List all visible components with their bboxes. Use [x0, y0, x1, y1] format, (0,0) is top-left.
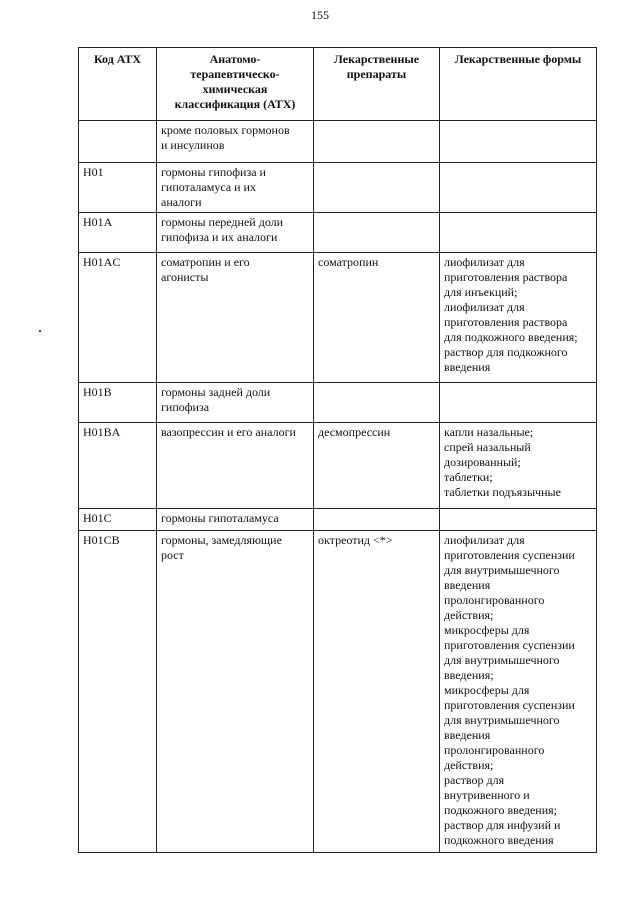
cell-drug	[314, 121, 440, 163]
cell-drug: десмопрессин	[314, 423, 440, 509]
cell-code: H01CB	[79, 531, 157, 853]
cell-code: H01	[79, 163, 157, 213]
page-number: 155	[311, 8, 329, 22]
header-atc-classification: Анатомо- терапевтическо- химическая классификация (АТХ)	[157, 48, 314, 121]
cell-form: лиофилизат для приготовления раствора для инъекций; лиофилизат для приготовления раствора для подкожного введения; раствор для подкожного введения	[440, 253, 597, 383]
table-row	[79, 509, 597, 531]
scan-speck	[39, 330, 41, 332]
cell-form: капли назальные; спрей назальный дозированный; таблетки; таблетки подъязычные	[440, 423, 597, 509]
table-header-row	[79, 48, 597, 121]
cell-form	[440, 213, 597, 253]
cell-code: H01BA	[79, 423, 157, 509]
cell-drug	[314, 509, 440, 531]
table-row	[79, 253, 597, 383]
header-drugs: Лекарственные препараты	[314, 48, 440, 121]
header-dosage-forms: Лекарственные формы	[440, 48, 597, 121]
cell-code: H01C	[79, 509, 157, 531]
cell-code: H01AC	[79, 253, 157, 383]
cell-atc: гормоны гипоталамуса	[157, 509, 314, 531]
cell-atc: гормоны задней доли гипофиза	[157, 383, 314, 423]
cell-drug	[314, 163, 440, 213]
cell-code	[79, 121, 157, 163]
cell-drug	[314, 213, 440, 253]
cell-atc: вазопрессин и его аналоги	[157, 423, 314, 509]
header-code: Код АТХ	[79, 48, 157, 121]
table-row	[79, 163, 597, 213]
table-row	[79, 531, 597, 853]
cell-form: лиофилизат для приготовления суспензии для внутримышечного введения пролонгированного действия; микросферы для приготовления суспензии для внутримышечного введения; микросферы для приготовления суспензии для внутримышечного введения пролонгированного действия; раствор для внутривенного и подкожного введения; раствор для инфузий и подкожного введения	[440, 531, 597, 853]
cell-atc: кроме половых гормонов и инсулинов	[157, 121, 314, 163]
table-row	[79, 121, 597, 163]
cell-form	[440, 163, 597, 213]
cell-atc: гормоны, замедляющие рост	[157, 531, 314, 853]
cell-code: H01B	[79, 383, 157, 423]
table-row	[79, 213, 597, 253]
cell-form	[440, 509, 597, 531]
table-row	[79, 383, 597, 423]
cell-drug: соматропин	[314, 253, 440, 383]
cell-drug	[314, 383, 440, 423]
table-row	[79, 423, 597, 509]
cell-atc: гормоны гипофиза и гипоталамуса и их аналоги	[157, 163, 314, 213]
cell-atc: соматропин и его агонисты	[157, 253, 314, 383]
cell-form	[440, 383, 597, 423]
atc-table	[78, 47, 597, 853]
cell-atc: гормоны передней доли гипофиза и их аналоги	[157, 213, 314, 253]
cell-drug: октреотид <*>	[314, 531, 440, 853]
cell-code: H01A	[79, 213, 157, 253]
cell-form	[440, 121, 597, 163]
